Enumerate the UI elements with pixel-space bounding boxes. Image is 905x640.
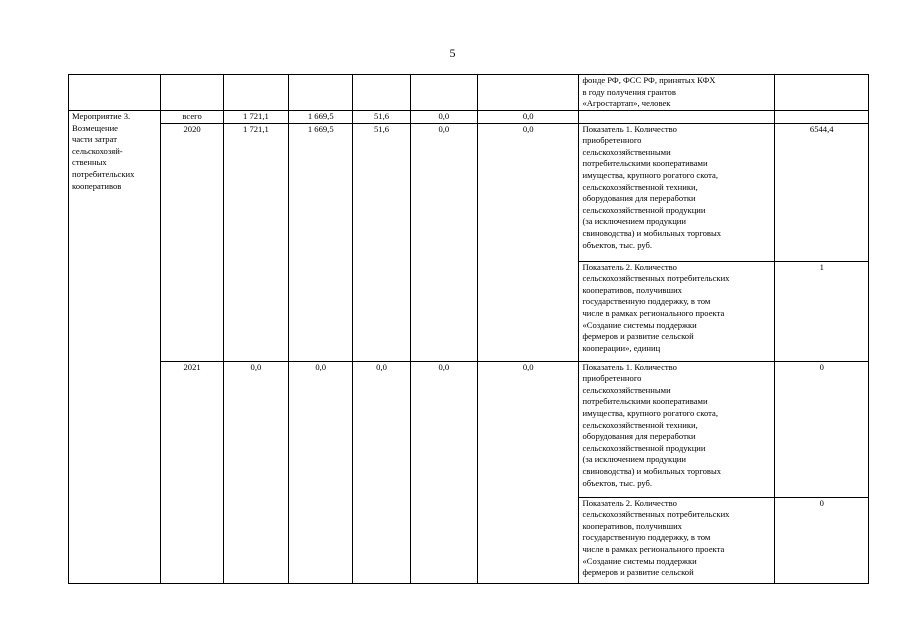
total-value: 0,0 <box>477 111 579 124</box>
measures-table <box>68 74 869 584</box>
total-label: всего <box>161 111 223 124</box>
cell-empty <box>410 75 477 111</box>
indicator-value: 0 <box>775 361 869 497</box>
page-number: 5 <box>449 46 456 60</box>
continuation-row <box>69 75 869 111</box>
indicator-text: Показатель 1. Количество приобретенного сельскохозяйственными потребительскими кооперативами имущества, крупного рогатого скота, сельскохозяйственной техники, оборудования для переработки сельскохозяйственной продукции (за исключением продукции свиноводства) и мобильных торговых объектов, тыс. руб. <box>579 361 775 497</box>
year-row <box>69 361 869 497</box>
cell-empty <box>289 75 353 111</box>
year-label: 2021 <box>161 361 223 583</box>
year-value: 0,0 <box>477 123 579 361</box>
cell-empty <box>775 111 869 124</box>
cell-empty <box>353 75 410 111</box>
total-value: 0,0 <box>410 111 477 124</box>
indicator-text: фонде РФ, ФСС РФ, принятых КФХ в году получения грантов «Агростартап», человек <box>579 75 775 111</box>
year-value: 0,0 <box>353 361 410 583</box>
cell-empty <box>161 75 223 111</box>
indicator-text: Показатель 1. Количество приобретенного сельскохозяйственными потребительскими кооперативами имущества, крупного рогатого скота, сельскохозяйственной техники, оборудования для переработки сельскохозяйственной продукции (за исключением продукции свиноводства) и мобильных торговых объектов, тыс. руб. <box>579 123 775 261</box>
indicator-value: 1 <box>775 261 869 361</box>
year-value: 0,0 <box>477 361 579 583</box>
total-row <box>69 111 869 124</box>
cell-empty <box>579 111 775 124</box>
year-value: 1 721,1 <box>223 123 288 361</box>
cell-empty <box>775 75 869 111</box>
indicator-value: 0 <box>775 497 869 583</box>
year-value: 0,0 <box>410 123 477 361</box>
total-value: 1 721,1 <box>223 111 288 124</box>
indicator-text: Показатель 2. Количество сельскохозяйственных потребительских кооперативов, получивших государственную поддержку, в том числе в рамках регионального проекта «Создание системы поддержки фермеров и развитие сельской <box>579 497 775 583</box>
cell-empty <box>69 75 161 111</box>
cell-empty <box>477 75 579 111</box>
year-value: 0,0 <box>289 361 353 583</box>
year-value: 0,0 <box>223 361 288 583</box>
indicator-text: Показатель 2. Количество сельскохозяйственных потребительских кооперативов, получивших государственную поддержку, в том числе в рамках регионального проекта «Создание системы поддержки фермеров и развитие сельской кооперации», единиц <box>579 261 775 361</box>
year-label: 2020 <box>161 123 223 361</box>
total-value: 51,6 <box>353 111 410 124</box>
year-value: 1 669,5 <box>289 123 353 361</box>
year-row <box>69 123 869 261</box>
cell-empty <box>223 75 288 111</box>
year-value: 0,0 <box>410 361 477 583</box>
measure-title: Мероприятие 3. Возмещение части затрат сельскохозяй- ственных потребительских кооперативов <box>69 111 161 584</box>
year-value: 51,6 <box>353 123 410 361</box>
indicator-value: 6544,4 <box>775 123 869 261</box>
total-value: 1 669,5 <box>289 111 353 124</box>
